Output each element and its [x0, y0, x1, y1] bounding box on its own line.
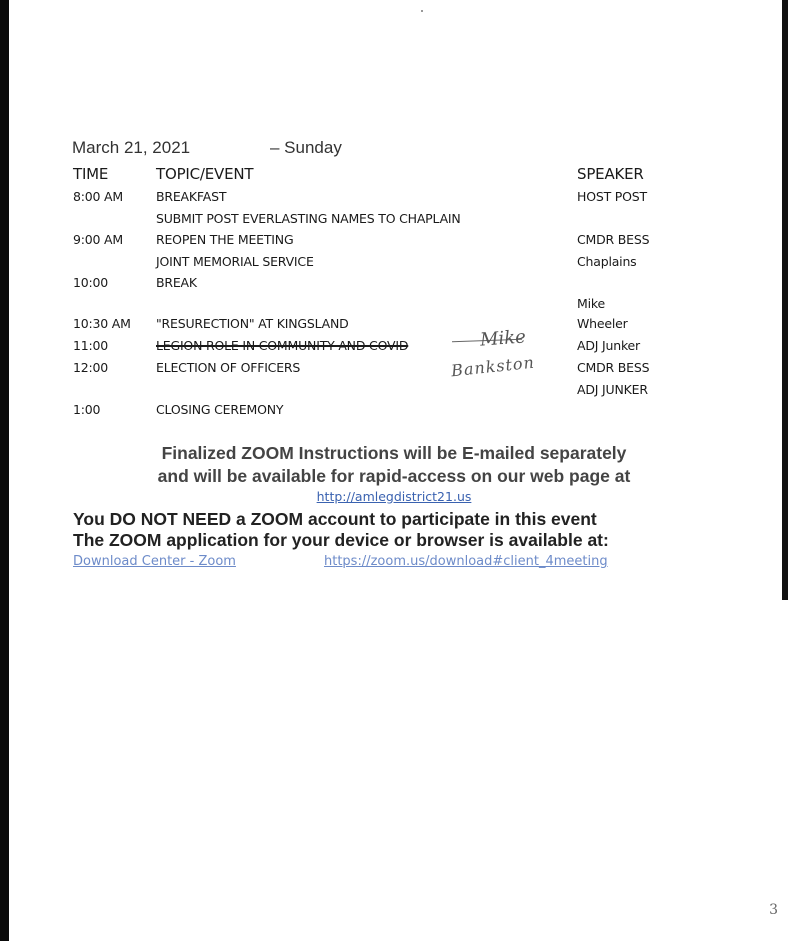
row-time: 12:00	[73, 360, 109, 375]
website-link-container	[0, 489, 788, 504]
row-speaker: HOST POST	[577, 189, 647, 204]
zoom-instructions-line2: and will be available for rapid-access on our web page at	[157, 466, 631, 486]
row-topic: CLOSING CEREMONY	[156, 402, 284, 417]
row-time: 9:00 AM	[73, 232, 123, 247]
day-text: – Sunday	[270, 138, 342, 157]
row-speaker: CMDR BESS	[577, 232, 650, 247]
handwritten-name-first: Mike	[479, 326, 527, 351]
row-topic: "RESURECTION" AT KINGSLAND	[156, 316, 349, 331]
row-speaker: CMDR BESS	[577, 360, 650, 375]
row-topic: ELECTION OF OFFICERS	[156, 360, 301, 375]
agenda-date	[72, 138, 342, 158]
row-topic-struck: LEGION ROLE IN COMMUNITY AND COVID	[156, 338, 409, 353]
row-topic: REOPEN THE MEETING	[156, 232, 294, 247]
row-speaker: ADJ JUNKER	[577, 382, 648, 397]
page-number: 3	[769, 902, 778, 918]
row-speaker: ADJ Junker	[577, 338, 640, 353]
row-time: 10:30 AM	[73, 316, 131, 331]
row-time: 1:00	[73, 402, 101, 417]
row-time: 11:00	[73, 338, 109, 353]
row-time: 10:00	[73, 275, 109, 290]
header-time: TIME	[73, 165, 109, 183]
zoom-instructions-line1: Finalized ZOOM Instructions will be E-mailed separately	[161, 443, 627, 463]
row-speaker: Chaplains	[577, 254, 637, 269]
row-topic: BREAK	[156, 275, 197, 290]
row-topic: SUBMIT POST EVERLASTING NAMES TO CHAPLAIN	[156, 211, 461, 226]
header-speaker: SPEAKER	[577, 165, 644, 183]
zoom-account-note: You DO NOT NEED a ZOOM account to participate in this event	[73, 509, 597, 529]
handwritten-name-last: Bankston	[450, 352, 536, 381]
download-center-link[interactable]: Download Center - Zoom	[73, 554, 236, 569]
row-topic: JOINT MEMORIAL SERVICE	[156, 254, 314, 269]
row-time: 8:00 AM	[73, 189, 123, 204]
row-speaker: Mike	[577, 296, 605, 311]
scan-speck	[421, 10, 423, 12]
header-topic: TOPIC/EVENT	[156, 165, 254, 183]
zoom-download-link[interactable]: https://zoom.us/download#client_4meeting	[324, 554, 608, 569]
zoom-app-note: The ZOOM application for your device or browser is available at:	[73, 530, 609, 550]
scan-edge-right	[782, 0, 788, 600]
row-topic: BREAKFAST	[156, 189, 227, 204]
date-text: March 21, 2021	[72, 138, 191, 157]
row-speaker: Wheeler	[577, 316, 628, 331]
website-link[interactable]: http://amlegdistrict21.us	[316, 489, 472, 504]
